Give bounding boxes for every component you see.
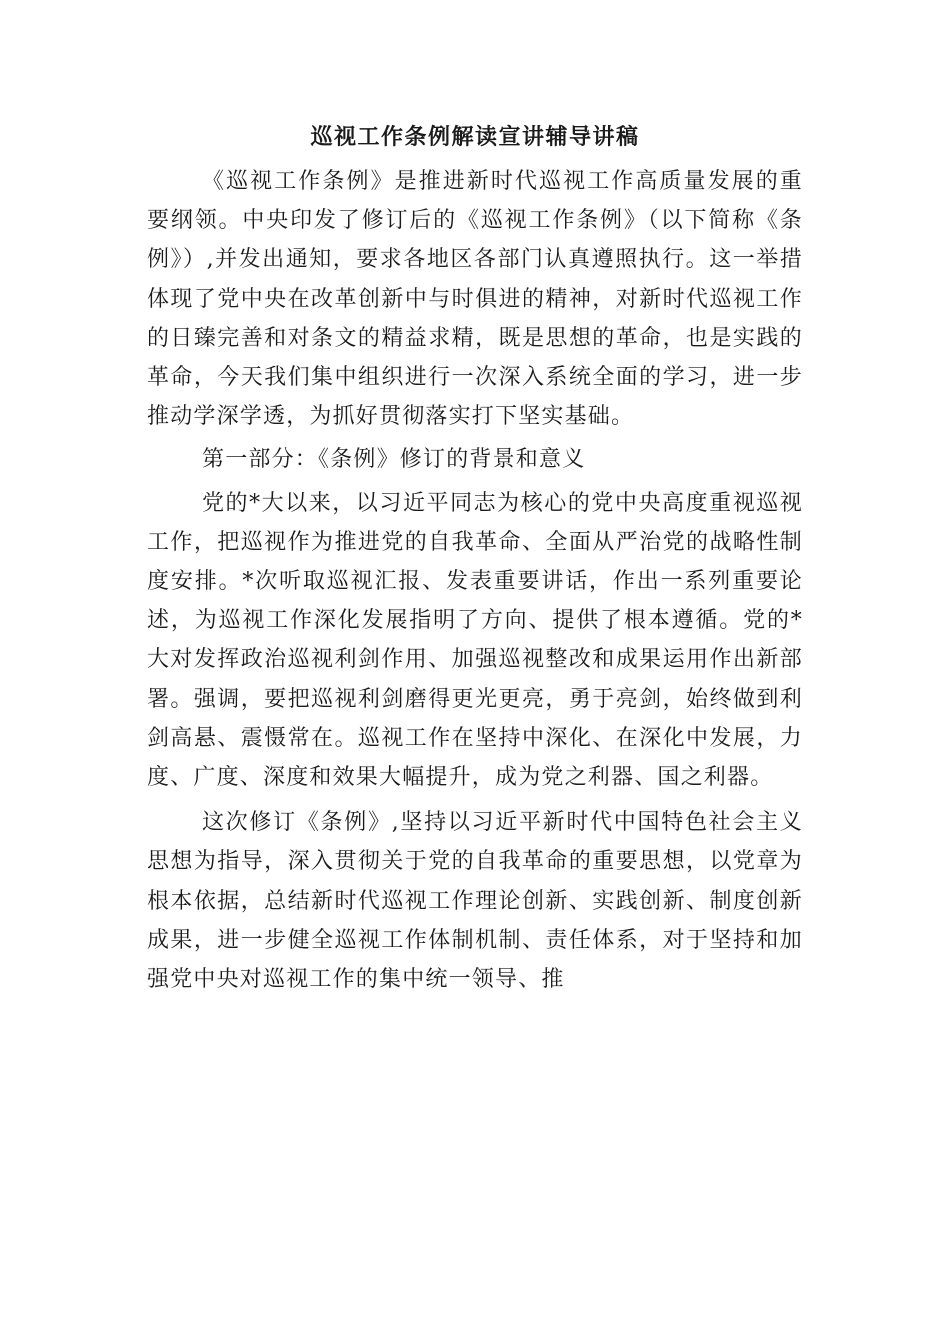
background-paragraph: 党的*大以来，以习近平同志为核心的党中央高度重视巡视工作，把巡视作为推进党的自我革命、全面从严治党的战略性制度安排。*次听取巡视汇报、发表重要讲话，作出一系列重要论述，为巡视工作深化发展指明了方向、提供了根本遵循。党的*大对发挥政治巡视利剑作用、加强巡视整改和成果运用作出新部署。强调，要把巡视利剑磨得更光更亮，勇于亮剑，始终做到利剑高悬、震慑常在。巡视工作在坚持中深化、在深化中发展，力度、广度、深度和效果大幅提升，成为党之利器、国之利器。: [147, 490, 803, 791]
revision-paragraph: 这次修订《条例》,坚持以习近平新时代中国特色社会主义思想为指导，深入贯彻关于党的自我革命的重要思想，以党章为根本依据，总结新时代巡视工作理论创新、实践创新、制度创新成果，进一步健全巡视工作体制机制、责任体系，对于坚持和加强党中央对巡视工作的集中统一领导、推: [147, 810, 803, 993]
section-heading: 第一部分：《条例》修订的背景和意义: [202, 447, 586, 473]
document-title: 巡视工作条例解读宣讲辅导讲稿: [310, 125, 640, 150]
intro-paragraph: 《巡视工作条例》是推进新时代巡视工作高质量发展的重要纲领。中央印发了修订后的《巡视工作条例》（以下简称《条例》）,并发出通知，要求各地区各部门认真遵照执行。这一举措体现了党中央在改革创新中与时俱进的精神，对新时代巡视工作的日臻完善和对条文的精益求精，既是思想的革命，也是实践的革命，今天我们集中组织进行一次深入系统全面的学习，进一步推动学深学透，为抓好贯彻落实打下坚实基础。: [147, 169, 803, 430]
document-page: [147, 118, 803, 999]
